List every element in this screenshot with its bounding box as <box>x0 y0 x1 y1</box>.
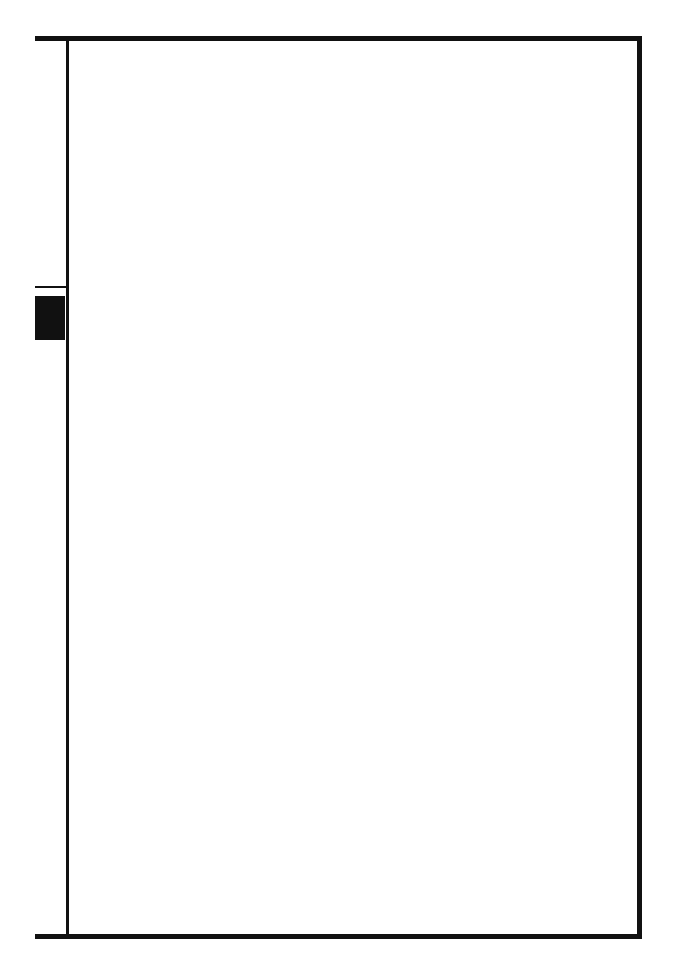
margin-divider-thin <box>35 286 67 288</box>
right-border <box>637 36 642 939</box>
top-border <box>35 36 642 41</box>
fishtail-mark <box>35 296 65 340</box>
sidebar-title-fragment <box>0 40 36 280</box>
margin-divider <box>66 36 69 939</box>
bottom-border <box>35 934 642 939</box>
